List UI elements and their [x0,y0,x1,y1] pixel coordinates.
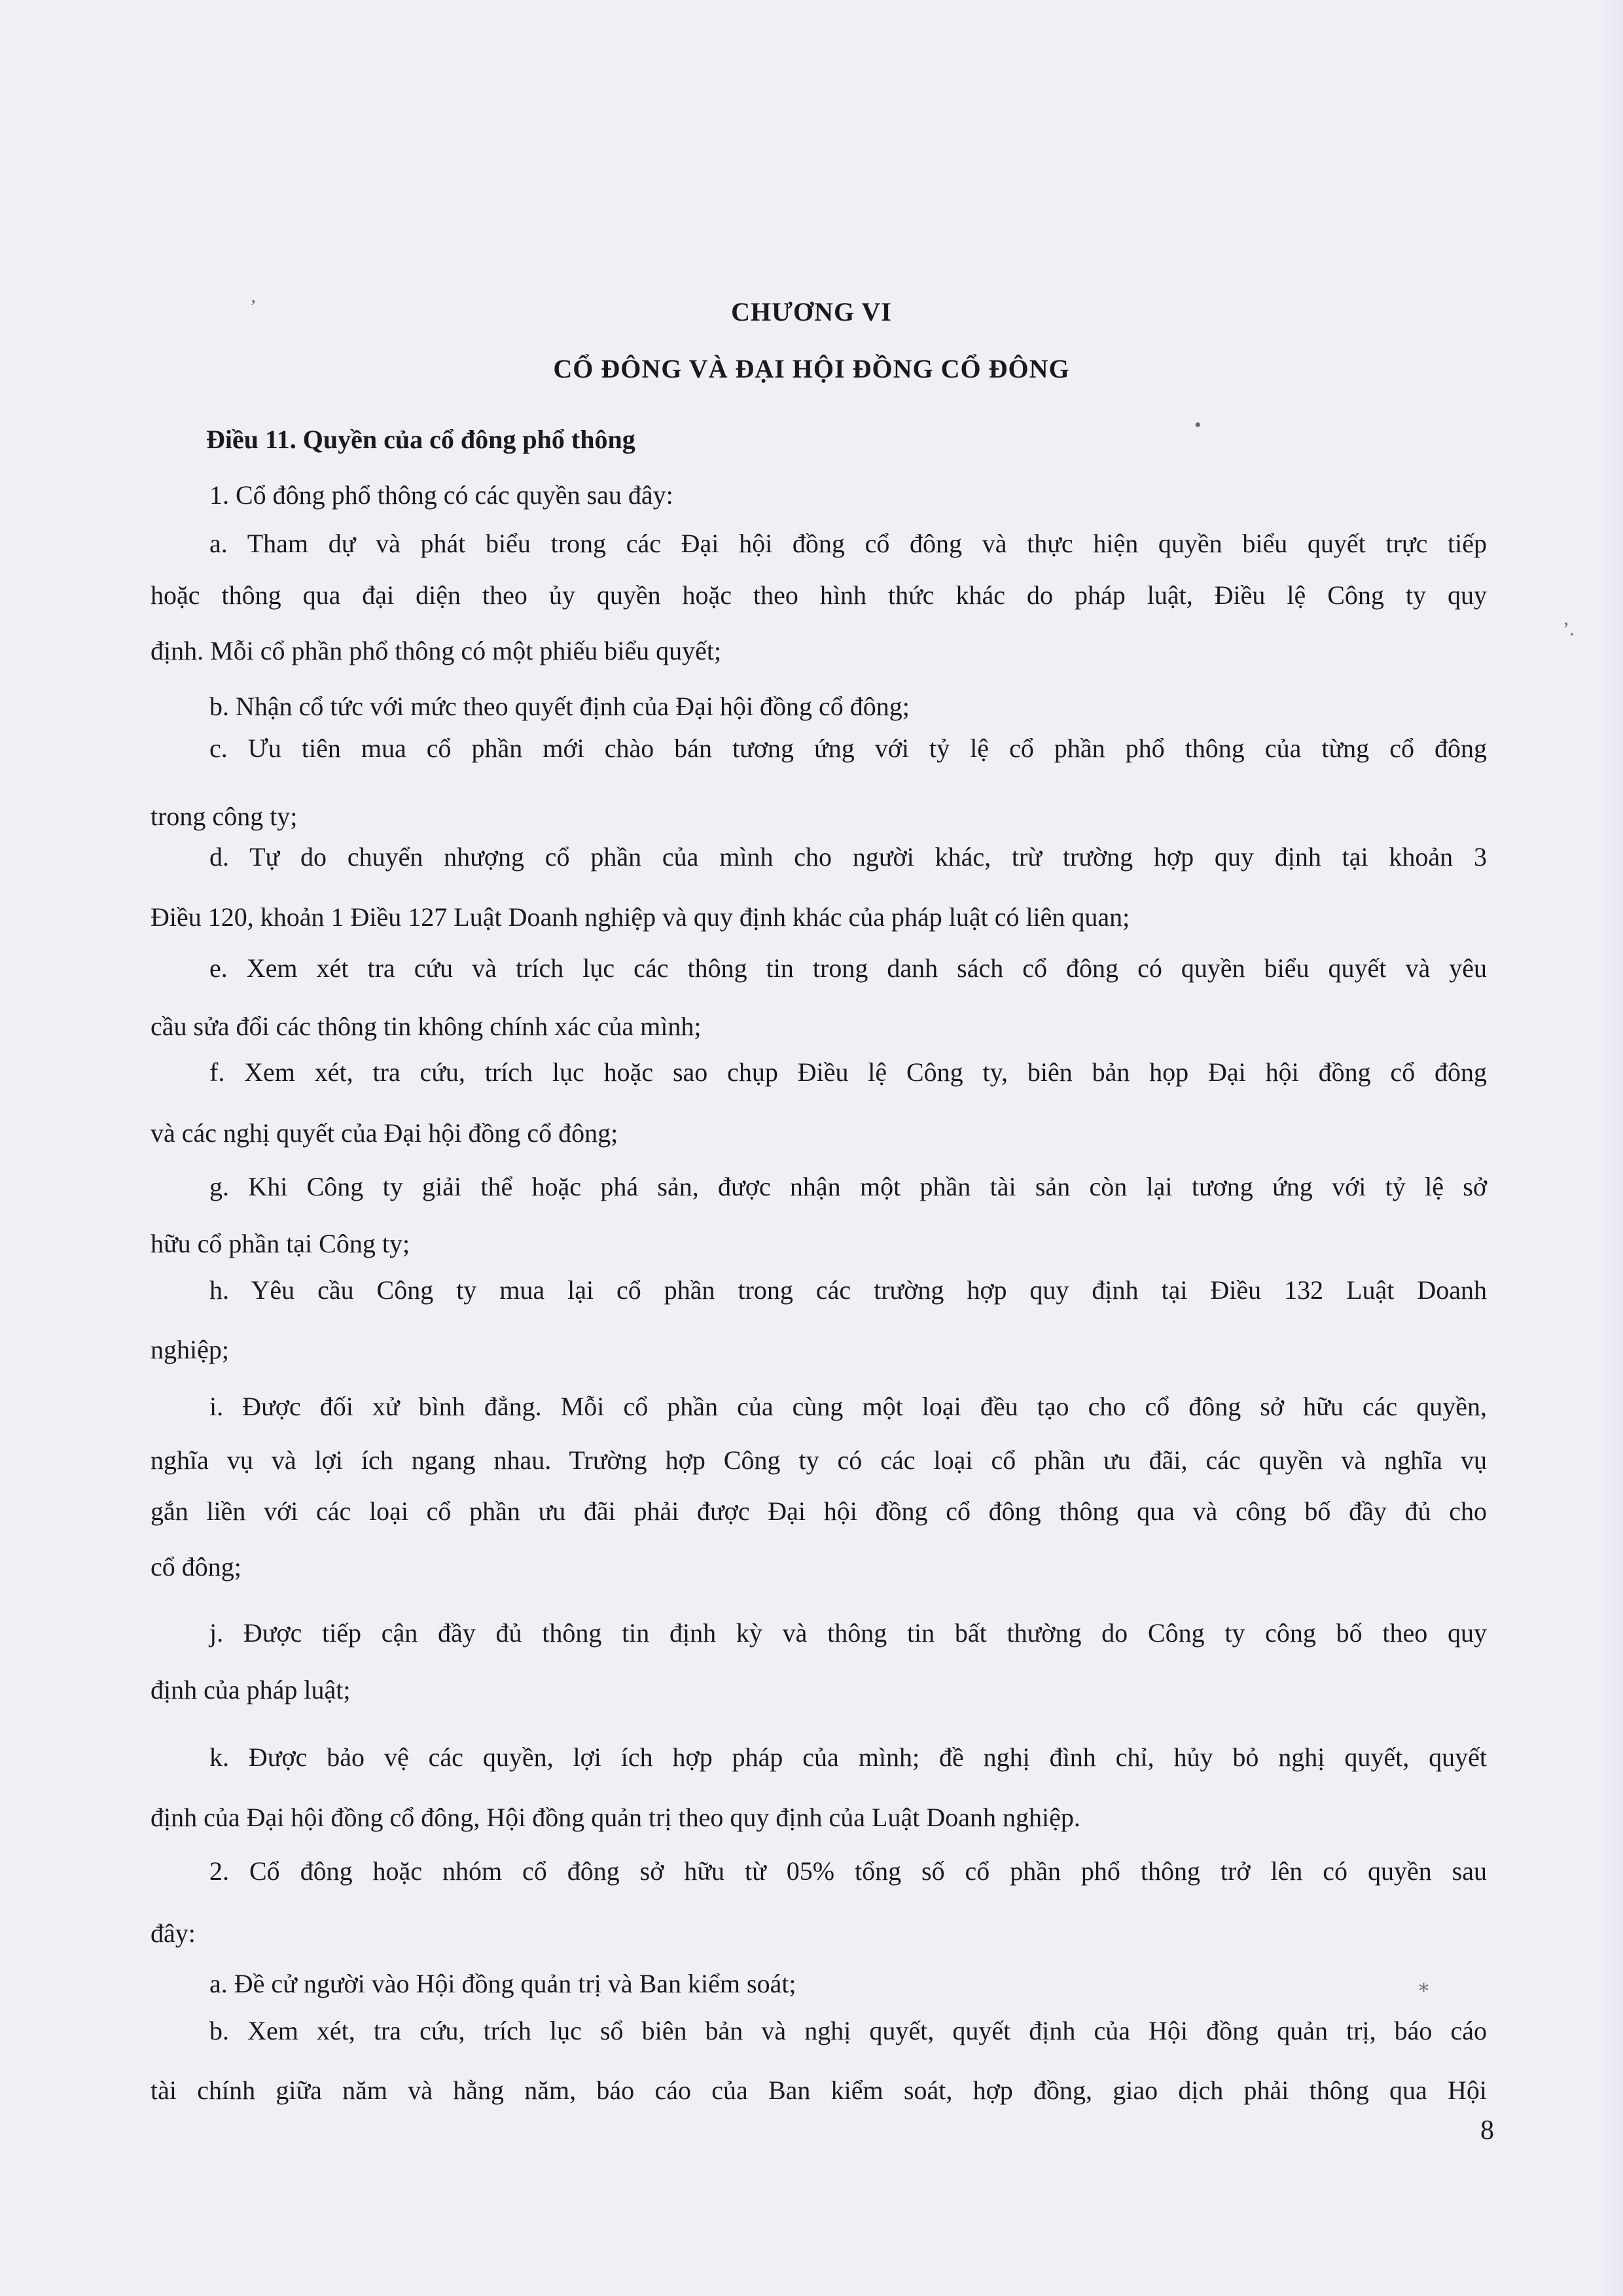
paragraph-line: định. Mỗi cổ phần phổ thông có một phiếu biểu quyết; [151,636,722,665]
paragraph-line: a. Tham dự và phát biểu trong các Đại hội đồng cổ đông và thực hiện quyền biểu quyết trực tiếp [209,529,1487,558]
stray-mark: ⁎ [1419,1974,1429,1996]
paragraph-line: đây: [151,1918,196,1948]
stray-mark: ’ [250,296,257,317]
paragraph-line: trong công ty; [151,802,298,831]
chapter-title: CỔ ĐÔNG VÀ ĐẠI HỘI ĐỒNG CỔ ĐÔNG [553,354,1070,383]
paragraph-line: f. Xem xét, tra cứu, trích lục hoặc sao chụp Điều lệ Công ty, biên bản họp Đại hội đồng cổ đông [209,1057,1487,1087]
paragraph-line: b. Xem xét, tra cứu, trích lục sổ biên bản và nghị quyết, quyết định của Hội đồng quản trị, báo cáo [209,2016,1487,2045]
paragraph-line: a. Đề cử người vào Hội đồng quản trị và Ban kiểm soát; [209,1969,796,1998]
paragraph-line: c. Ưu tiên mua cổ phần mới chào bán tương ứng với tỷ lệ cổ phần phổ thông của từng cổ đông [209,733,1487,763]
paragraph-line: d. Tự do chuyển nhượng cổ phần của mình cho người khác, trừ trường hợp quy định tại khoản 3 [209,842,1487,872]
paragraph-line: h. Yêu cầu Công ty mua lại cổ phần trong các trường hợp quy định tại Điều 132 Luật Doanh [209,1275,1487,1305]
paragraph-line: Điều 120, khoản 1 Điều 127 Luật Doanh nghiệp và quy định khác của pháp luật có liên quan; [151,902,1130,932]
paragraph-line: nghiệp; [151,1335,229,1364]
page-number: 8 [1480,2115,1494,2146]
paragraph-line: cổ đông; [151,1552,241,1581]
paragraph-line: b. Nhận cổ tức với mức theo quyết định của Đại hội đồng cổ đông; [209,692,910,721]
article-title: Điều 11. Quyền của cổ đông phổ thông [206,425,635,454]
paragraph-line: định của pháp luật; [151,1675,351,1704]
paragraph-line: cầu sửa đổi các thông tin không chính xác của mình; [151,1012,702,1041]
paragraph-line: j. Được tiếp cận đầy đủ thông tin định kỳ và thông tin bất thường do Công ty công bố theo quy [209,1618,1487,1648]
paragraph-line: nghĩa vụ và lợi ích ngang nhau. Trường hợp Công ty có các loại cổ phần ưu đãi, các quyền và nghĩa vụ [151,1445,1487,1475]
paragraph-line: 1. Cổ đông phổ thông có các quyền sau đây: [209,480,673,510]
paragraph-line: g. Khi Công ty giải thể hoặc phá sản, được nhận một phần tài sản còn lại tương ứng với tỷ lệ sở [209,1172,1487,1201]
paragraph-line: tài chính giữa năm và hằng năm, báo cáo của Ban kiểm soát, hợp đồng, giao dịch phải thông qua Hội [151,2075,1487,2105]
paragraph-line: gắn liền với các loại cổ phần ưu đãi phải được Đại hội đồng cổ đông thông qua và công bố đầy đủ cho [151,1496,1487,1526]
paragraph-line: hữu cổ phần tại Công ty; [151,1229,410,1258]
paragraph-line: e. Xem xét tra cứu và trích lục các thông tin trong danh sách cổ đông có quyền biểu quyết và yêu [209,953,1487,983]
paragraph-line: định của Đại hội đồng cổ đông, Hội đồng quản trị theo quy định của Luật Doanh nghiệp. [151,1803,1080,1832]
paragraph-line: và các nghị quyết của Đại hội đồng cổ đông; [151,1118,618,1148]
stray-mark: ’. [1563,618,1575,640]
stray-mark: • [1194,414,1202,436]
paragraph-line: hoặc thông qua đại diện theo ủy quyền hoặc theo hình thức khác do pháp luật, Điều lệ Công ty quy [151,580,1487,610]
chapter-number: CHƯƠNG VI [731,297,892,327]
page-edge-shadow [1597,0,1623,2296]
paragraph-line: 2. Cổ đông hoặc nhóm cổ đông sở hữu từ 05% tổng số cổ phần phổ thông trở lên có quyền sau [209,1856,1487,1886]
paragraph-line: k. Được bảo vệ các quyền, lợi ích hợp pháp của mình; đề nghị đình chỉ, hủy bỏ nghị quyết, quyết [209,1742,1487,1772]
paragraph-line: i. Được đối xử bình đẳng. Mỗi cổ phần của cùng một loại đều tạo cho cổ đông sở hữu các quyền, [209,1392,1487,1421]
